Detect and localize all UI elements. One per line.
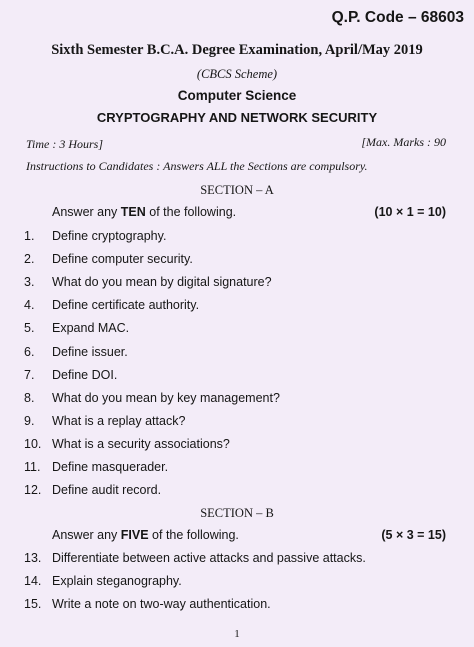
qp-code: Q.P. Code – 68603: [331, 9, 464, 26]
section-a-marks: (10 × 1 = 10): [374, 205, 446, 219]
question-number: 5.: [24, 321, 35, 336]
paper-title: CRYPTOGRAPHY AND NETWORK SECURITY: [96, 110, 378, 125]
question-number: 4.: [24, 298, 35, 313]
scheme: (CBCS Scheme): [196, 67, 278, 81]
question-number: 13.: [24, 551, 42, 565]
question-text: Differentiate between active attacks and passive attacks.: [52, 551, 366, 565]
question-number: 15.: [24, 597, 42, 611]
section-b-marks: (5 × 3 = 15): [381, 528, 446, 542]
question-text: Define audit record.: [52, 483, 162, 498]
section-a-title: SECTION – A: [200, 183, 274, 197]
question-text: Define issuer.: [52, 344, 128, 359]
question-number: 9.: [24, 413, 35, 428]
question-number: 1.: [24, 229, 35, 243]
question-number: 7.: [24, 367, 35, 382]
question-number: 8.: [24, 390, 35, 405]
question-text: Define cryptography.: [52, 229, 167, 243]
section-a-instruction: Answer any TEN of the following.: [52, 205, 237, 219]
question-text: Write a note on two-way authentication.: [52, 597, 271, 611]
subject: Computer Science: [177, 88, 297, 103]
question-text: Explain steganography.: [52, 574, 182, 588]
question-text: Define computer security.: [52, 252, 193, 267]
question-text: What is a security associations?: [52, 436, 230, 451]
question-number: 14.: [24, 574, 42, 588]
question-text: What is a replay attack?: [52, 413, 186, 428]
exam-title: Sixth Semester B.C.A. Degree Examination, April/May 2019: [51, 42, 423, 58]
section-b-title: SECTION – B: [200, 506, 274, 520]
question-number: 10.: [24, 436, 42, 451]
question-text: Define masquerader.: [52, 460, 169, 474]
question-number: 6.: [24, 344, 35, 359]
max-marks: [Max. Marks : 90: [361, 135, 446, 149]
question-number: 11.: [24, 460, 41, 474]
page-number: 1: [234, 628, 240, 640]
question-text: What do you mean by key management?: [52, 390, 280, 405]
question-number: 2.: [24, 252, 35, 267]
question-number: 3.: [24, 275, 35, 290]
question-text: What do you mean by digital signature?: [52, 275, 272, 290]
instructions: Instructions to Candidates : Answers ALL the Sections are compulsory.: [26, 159, 368, 173]
question-text: Expand MAC.: [52, 321, 130, 336]
question-number: 12.: [24, 483, 42, 498]
time-allowed: Time : 3 Hours]: [26, 137, 104, 151]
question-text: Define DOI.: [52, 367, 118, 382]
section-b-instruction: Answer any FIVE of the following.: [52, 528, 239, 542]
question-text: Define certificate authority.: [52, 298, 200, 313]
